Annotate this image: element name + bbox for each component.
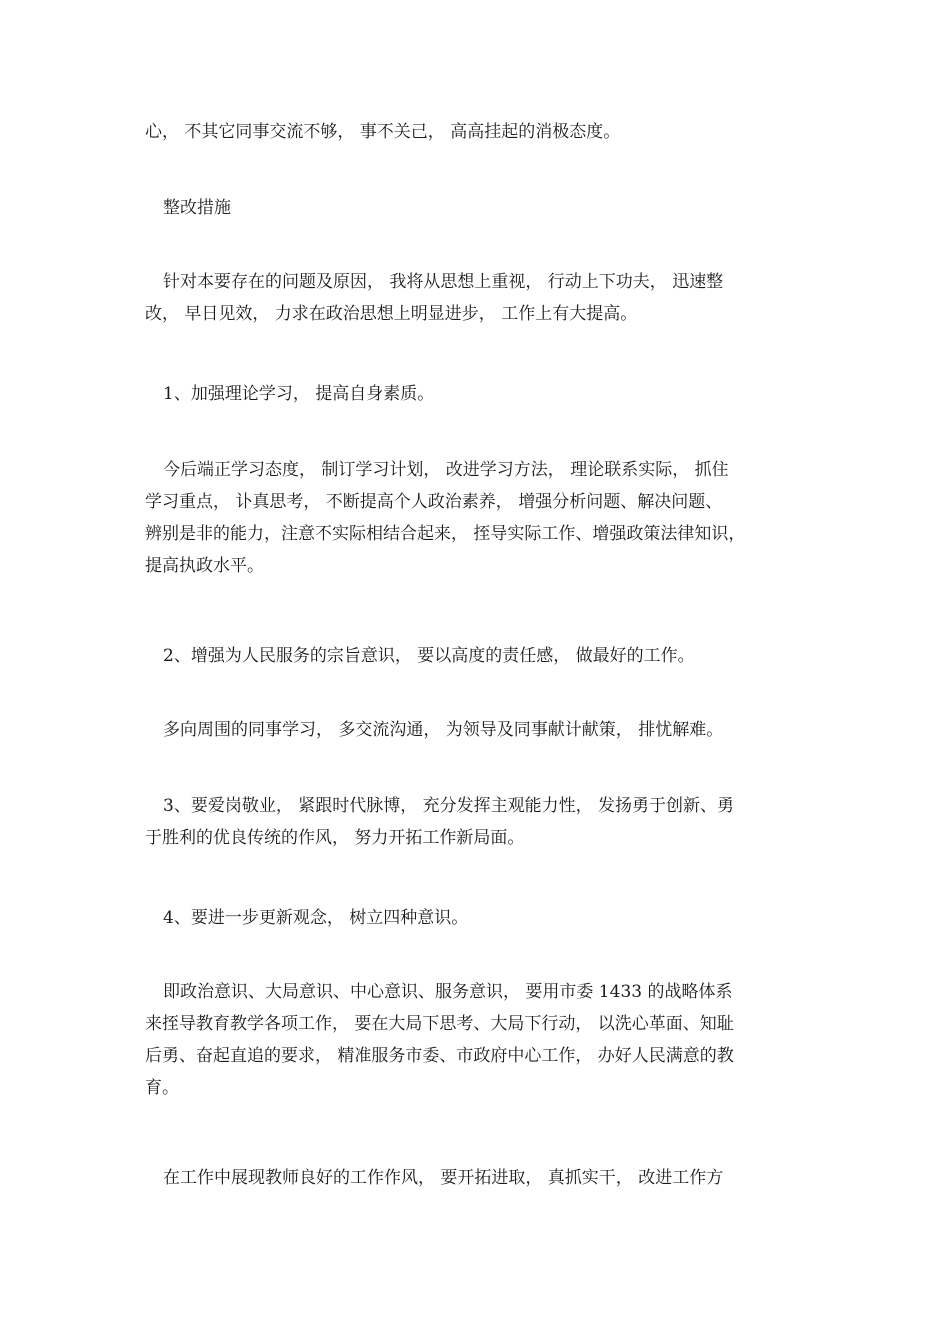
text-line: 心， 不其它同事交流不够， 事不关己， 高高挂起的消极态度。 (145, 122, 621, 142)
paragraph (145, 454, 809, 582)
paragraph (145, 116, 809, 148)
text-line: 1、加强理论学习， 提高自身素质。 (163, 384, 435, 404)
list-item-heading (145, 640, 809, 672)
text-line: 针对本要存在的问题及原因， 我将从思想上重视， 行动上下功夫， 迅速整 (163, 272, 724, 292)
list-item-heading (145, 902, 809, 934)
text-line: 辨别是非的能力，注意不实际相结合起来， 挃导实际工作、增强政策法律知识， (145, 524, 746, 544)
paragraph (145, 976, 809, 1104)
text-line: 来挃导教育教学各项工作， 要在大局下思考、大局下行动， 以洗心革面、知耻 (145, 1014, 734, 1034)
text-line: 育。 (145, 1078, 179, 1098)
paragraph (145, 266, 809, 330)
text-line: 即政治意识、大局意识、中心意识、服务意识， 要用市委 1433 的战略体系 (163, 982, 733, 1002)
text-line: 2、增强为人民服务的宗旨意识， 要以高度的责任感， 做最好的工作。 (163, 646, 695, 666)
text-line: 多向周围的同事学习， 多交流沟通， 为领导及同事献计献策， 排忧解难。 (163, 720, 724, 740)
list-item-heading (145, 378, 809, 410)
text-line: 3、要爱岗敬业， 紧跟时代脉博， 充分发挥主观能力性， 发扬勇于创新、勇 (163, 796, 735, 816)
text-line: 后勇、奋起直追的要求， 精准服务市委、市政府中心工作， 办好人民满意的教 (145, 1046, 734, 1066)
text-line: 于胜利的优良传统的作风， 努力开拓工作新局面。 (145, 828, 525, 848)
text-line: 学习重点， 讣真思考， 不断提高个人政治素养， 增强分析问题、解决问题、 (145, 492, 723, 512)
text-line: 提高执政水平。 (145, 556, 264, 576)
text-line: 4、要进一步更新观念， 树立四种意识。 (163, 908, 469, 928)
paragraph (145, 1162, 809, 1194)
text-line: 改， 早日见效， 力求在政治思想上明显进步， 工作上有大提高。 (145, 304, 638, 324)
list-item-heading (145, 790, 809, 854)
section-heading (145, 192, 809, 224)
text-line: 今后端正学习态度， 制订学习计划， 改进学习方法， 理论联系实际， 抓住 (163, 460, 729, 480)
text-line: 在工作中展现教师良好的工作作风， 要开拓进取， 真抓实干， 改进工作方 (163, 1168, 724, 1188)
paragraph (145, 714, 809, 746)
text-line: 整改措施 (163, 198, 231, 218)
